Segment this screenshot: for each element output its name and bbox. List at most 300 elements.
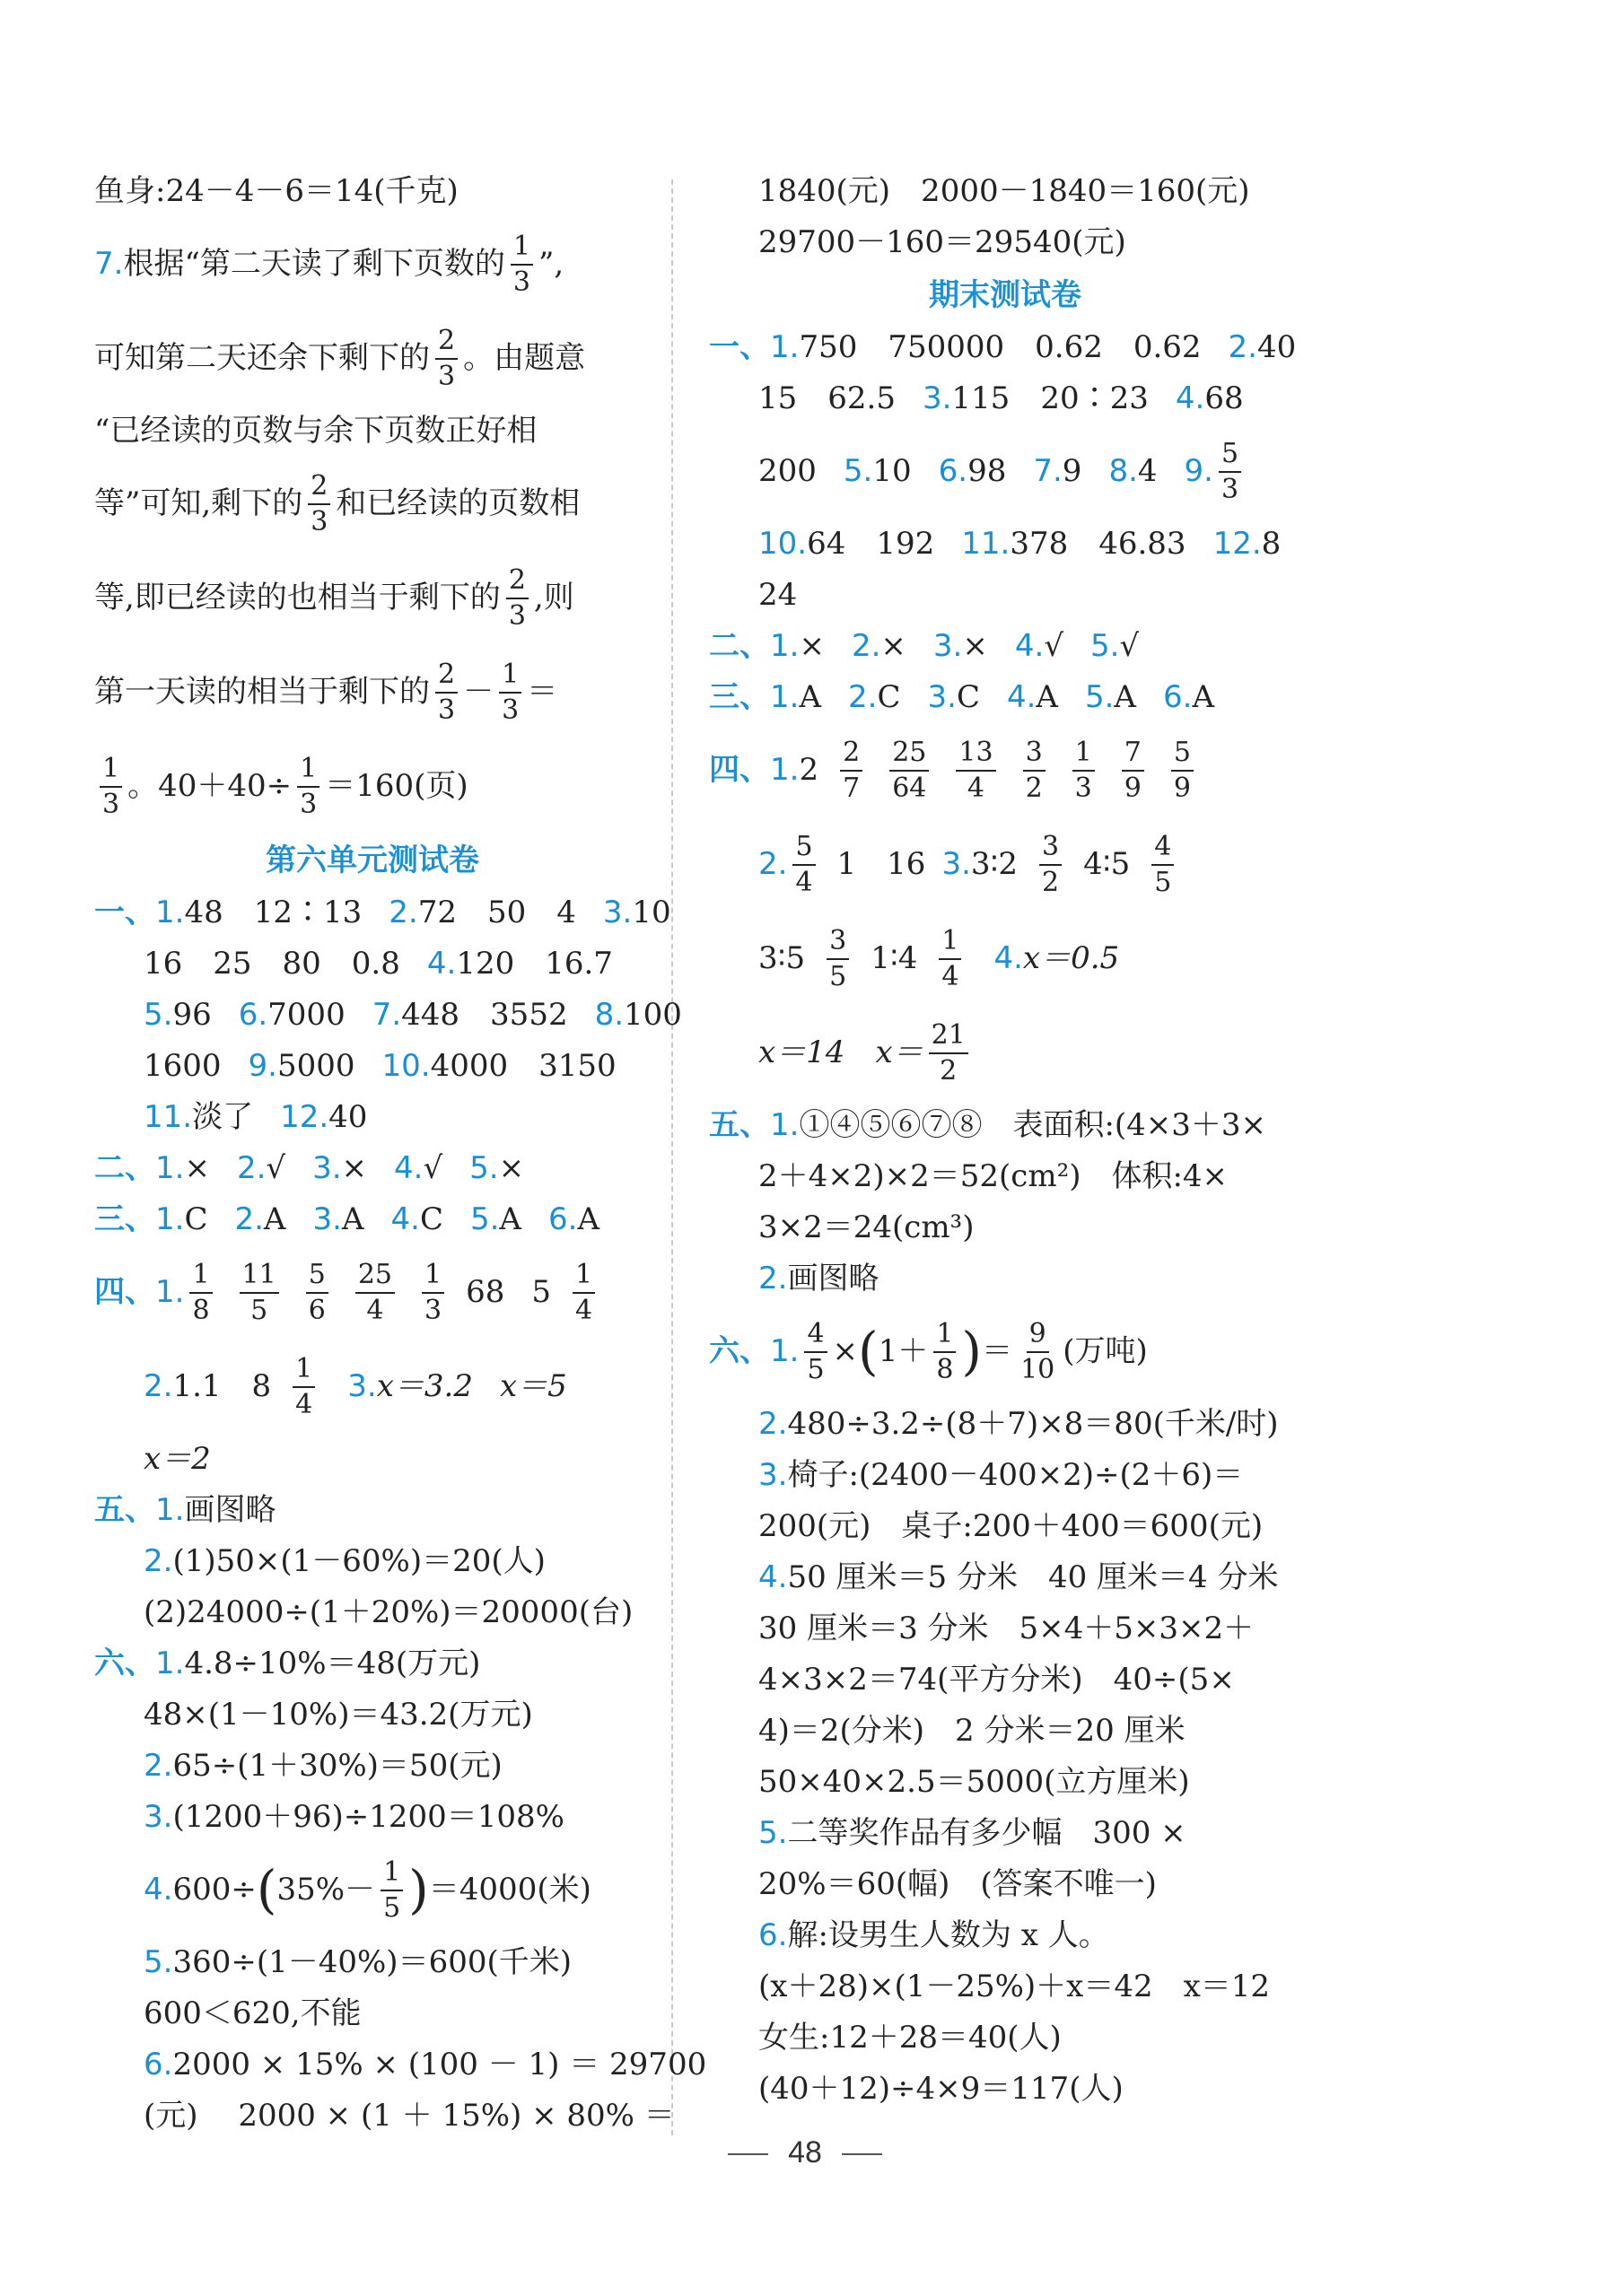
r-s6-row12 [709, 1910, 1301, 1961]
item-number: 4. [394, 1150, 424, 1186]
l-s6-row5: 4. 600÷ ( 35%－ $\frac{1}{5}$ ) ＝4000(米) [144, 1855, 591, 1924]
answer: 画图略 [787, 1261, 879, 1296]
answer: 16 25 80 0.8 [144, 946, 400, 982]
section-marker: 一、 [94, 895, 155, 930]
answer: 1 16 [836, 846, 926, 882]
item-number: 1. [770, 329, 800, 365]
fraction-denominator: 9 [1173, 772, 1191, 804]
item-number: 3. [312, 1201, 342, 1237]
r-s2-row [709, 621, 1301, 672]
q7-line-d [94, 457, 651, 551]
item-number: 2. [144, 1368, 173, 1404]
answer: A [263, 1201, 286, 1237]
r-s6-row15: (40＋12)÷4×9＝117(人) [758, 2071, 1124, 2107]
fraction [1219, 437, 1241, 507]
answer: ＝ [982, 1333, 1013, 1369]
equals-sign: ＝ [527, 674, 558, 710]
answer: 98 [967, 453, 1007, 489]
item-number: 1. [155, 1274, 185, 1310]
fraction-numerator: 1 [939, 924, 961, 960]
item-number: 5. [144, 997, 173, 1033]
answer: 96 [172, 997, 212, 1033]
l-s1-row3 [94, 990, 682, 1041]
r-s6-row4: 200(元) 桌子:200＋400＝600(元) [758, 1508, 1264, 1544]
r-s6-row3 [709, 1450, 1301, 1501]
q7-text-a-end: ”, [538, 246, 564, 282]
l-s6-row1 [94, 1638, 651, 1689]
item-number: 1. [770, 1333, 800, 1369]
fraction [511, 230, 533, 300]
fraction-denominator: 5 [1154, 866, 1172, 898]
item-number: 10. [381, 1048, 431, 1084]
answer: 1600 [144, 1048, 222, 1084]
answer: ①④⑤⑥⑦⑧ 表面积:(4×3＋3× [799, 1107, 1267, 1143]
fraction-denominator: 8 [936, 1353, 954, 1385]
answer: × [832, 1333, 859, 1369]
minus-sign: － [463, 674, 494, 710]
fraction-denominator: 8 [192, 1294, 210, 1326]
fraction [435, 658, 458, 728]
answer: 600÷ [172, 1872, 257, 1908]
fraction-denominator: 4 [295, 1388, 313, 1420]
l-s4-row3 [94, 1434, 651, 1485]
fraction-denominator: 3 [300, 788, 318, 820]
fraction [956, 736, 995, 806]
fraction [840, 736, 862, 806]
item-number: 4. [1014, 628, 1045, 664]
fraction [1039, 830, 1062, 900]
fraction-denominator: 2 [1042, 866, 1060, 898]
q7-number: 7. [94, 246, 124, 282]
l-s6-row7: 600＜620,不能 [144, 1995, 362, 2031]
l-s3-row [94, 1194, 651, 1245]
fraction-numerator: 21 [929, 1018, 968, 1054]
r-s6-row14: 女生:12＋28＝40(人) [758, 2020, 1062, 2056]
answer: 10 [872, 453, 912, 489]
r-s6-row8: 4)＝2(分米) 2 分米＝20 厘米 [758, 1713, 1186, 1749]
q7-text-e-end: ,则 [533, 580, 574, 615]
item-number: 4. [993, 940, 1023, 976]
fraction [1072, 736, 1095, 806]
item-number: 1. [155, 1646, 185, 1681]
answer: 448 3552 [401, 997, 568, 1033]
fraction-numerator: 2 [435, 658, 458, 694]
answer: 5 [531, 1274, 552, 1310]
fraction-denominator: 4 [575, 1294, 593, 1326]
q7-line-b [94, 311, 651, 406]
l-s6-row9: (元) 2000 × (1 ＋ 15%) × 80% ＝ [144, 2098, 675, 2134]
fraction [1018, 1317, 1057, 1387]
section-marker: 六、 [709, 1333, 770, 1369]
item-number: 5. [1089, 628, 1120, 664]
answer: 1.1 8 [172, 1368, 272, 1404]
item-number: 1. [770, 752, 800, 788]
item-number: 1. [155, 1201, 185, 1237]
fraction-denominator: 2 [940, 1054, 958, 1087]
r-s6-row5 [709, 1552, 1301, 1603]
fraction-denominator: 5 [807, 1353, 825, 1385]
r-s1-row4 [709, 519, 1301, 570]
q7-text-b: 可知第二天还余下剩下的 [94, 340, 430, 376]
fraction-denominator: 3 [311, 505, 328, 537]
r-s6-row13: (x＋28)×(1－25%)＋x＝42 x＝12 [758, 1969, 1271, 2004]
l-s1-row5 [94, 1092, 651, 1143]
item-number: 3. [927, 679, 957, 715]
fraction-denominator: 3 [438, 694, 456, 726]
answer: 4∶5 [1083, 846, 1131, 882]
item-number: 5. [469, 1150, 499, 1186]
fraction [827, 924, 849, 994]
answer: (2)24000÷(1＋20%)＝20000(台) [144, 1594, 634, 1630]
r-s6-row7: 4×3×2＝74(平方分米) 40÷(5× [758, 1662, 1235, 1698]
answer: C [419, 1201, 443, 1237]
answer: 65÷(1＋30%)＝50(元) [172, 1748, 503, 1784]
fraction-denominator: 64 [892, 772, 927, 804]
item-number: 4. [426, 946, 457, 982]
answer: × [341, 1150, 368, 1186]
item-number: 6. [938, 453, 968, 489]
item-number: 2. [236, 1150, 267, 1186]
fraction [929, 1018, 968, 1088]
fraction [306, 1258, 328, 1328]
item-number: 2. [1228, 329, 1257, 365]
item-number: 2. [758, 1261, 788, 1296]
final-exam-title: 期末测试卷 [929, 277, 1081, 313]
l-s4-row1 [94, 1245, 651, 1340]
fraction-numerator: 25 [355, 1258, 395, 1294]
fraction-denominator: 3 [424, 1294, 442, 1326]
answer: A [341, 1201, 364, 1237]
fraction [499, 658, 521, 728]
fraction-denominator: 5 [829, 960, 847, 992]
r-s4-row2 [709, 817, 1301, 912]
fraction [435, 324, 458, 394]
answer: A [577, 1201, 599, 1237]
item-number: 11. [961, 526, 1011, 562]
section-marker: 四、 [709, 752, 770, 788]
item-number: 8. [594, 997, 625, 1033]
fraction-denominator: 9 [1124, 772, 1142, 804]
item-number: 6. [1162, 679, 1193, 715]
fraction [308, 469, 330, 539]
answer: × [799, 628, 825, 664]
fraction-numerator: 1 [297, 752, 319, 788]
answer: 解:设男生人数为 x 人。 [787, 1917, 1109, 1953]
fraction-numerator: 2 [435, 324, 458, 360]
answer: 48 12∶13 [184, 895, 363, 930]
r-s5-row1 [709, 1100, 1301, 1151]
fraction-numerator: 1 [573, 1258, 595, 1294]
answer: 64 192 [807, 526, 935, 562]
item-number: 6. [238, 997, 268, 1033]
answer: √ [423, 1150, 443, 1186]
r-s1-row2 [709, 373, 1301, 424]
section-marker: 二、 [94, 1150, 155, 1186]
l-s6-row3 [94, 1741, 651, 1792]
fraction [1023, 736, 1046, 806]
item-number: 5. [469, 1201, 500, 1237]
r-line-1: 1840(元) 2000－1840＝160(元) [758, 173, 1250, 209]
fraction-denominator: 3 [438, 360, 456, 392]
r-s4-row3 [709, 912, 1301, 1006]
unit6-title: 第六单元测试卷 [266, 842, 479, 878]
q7-line-e [94, 551, 651, 645]
fraction [297, 752, 319, 822]
r-s6-row11: 20%＝60(幅) (答案不唯一) [758, 1866, 1157, 1902]
item-number: 9. [248, 1048, 277, 1084]
item-number: 1. [770, 679, 800, 715]
fraction [573, 1258, 595, 1328]
answer: √ [266, 1150, 286, 1186]
item-number: 3. [758, 1457, 788, 1493]
item-number: 3. [347, 1368, 377, 1404]
q7-text-e: 等,即已经读的也相当于剩下的 [94, 580, 501, 615]
answer: A [1036, 679, 1058, 715]
fraction-numerator: 5 [792, 830, 815, 866]
column-divider [671, 179, 673, 2135]
fraction-numerator: 7 [1122, 736, 1144, 772]
fraction-numerator: 11 [240, 1258, 279, 1294]
fraction [1171, 736, 1194, 806]
fraction-numerator: 13 [956, 736, 995, 772]
answer: × [880, 628, 906, 664]
fraction [939, 924, 961, 994]
item-number: 8. [1108, 453, 1138, 489]
l-s6-row6 [94, 1937, 651, 1988]
answer: C [877, 679, 901, 715]
section-marker: 五、 [709, 1107, 770, 1143]
l-s1-row4 [94, 1041, 651, 1092]
q7-text-d-end: 和已经读的页数相 [336, 485, 581, 521]
answer: 4.8÷10%＝48(万元) [184, 1646, 481, 1681]
fraction-denominator: 4 [941, 960, 959, 992]
item-number: 6. [758, 1917, 788, 1953]
fraction-numerator: 3 [827, 924, 849, 960]
l-s5-row1 [94, 1485, 651, 1536]
fraction-numerator: 1 [293, 1352, 315, 1388]
q7-line-a [94, 217, 651, 311]
r-s6-row2 [709, 1399, 1301, 1450]
answer: × [498, 1150, 525, 1186]
answer: ＝4000(米) [428, 1872, 591, 1908]
left-column [94, 166, 707, 2142]
fraction [792, 830, 815, 900]
fraction-denominator: 3 [502, 694, 520, 726]
answer: 二等奖作品有多少幅 300 × [787, 1815, 1186, 1851]
answer: 3∶2 [970, 846, 1019, 882]
item-number: 3. [312, 1150, 342, 1186]
fraction [1151, 830, 1174, 900]
fraction-numerator: 1 [100, 752, 122, 788]
fraction-denominator: 4 [366, 1294, 384, 1326]
r-s5-row4 [709, 1253, 1301, 1305]
l-s1-row1 [94, 887, 671, 938]
r-s6-row9: 50×40×2.5＝5000(立方厘米) [758, 1764, 1190, 1800]
answer: 50 厘米＝5 分米 40 厘米＝4 分米 [787, 1559, 1279, 1595]
r-s5-row3: 3×2＝24(cm³) [758, 1209, 975, 1245]
answer: 115 20∶23 [951, 380, 1149, 416]
page-number-dash-right [842, 2153, 882, 2155]
answer: 4000 3150 [430, 1048, 617, 1084]
item-number: 12. [1212, 526, 1262, 562]
r-s6-row10 [709, 1808, 1301, 1859]
item-number: 2. [144, 1748, 173, 1784]
q7-text-g-end: ＝160(页) [325, 768, 468, 804]
answer: 360÷(1－40%)＝600(千米) [172, 1944, 572, 1980]
item-number: 1. [770, 628, 800, 664]
fraction-denominator: 5 [250, 1294, 268, 1326]
answer: 2000 × 15% × (100 － 1) ＝ 29700 [172, 2047, 707, 2082]
fraction-denominator: 7 [843, 772, 861, 804]
section-marker: 三、 [709, 679, 770, 715]
l-s4-row2 [94, 1340, 651, 1434]
fraction-numerator: 3 [1039, 830, 1062, 866]
fraction-denominator: 10 [1020, 1353, 1055, 1385]
answer: × [184, 1150, 210, 1186]
answer: 100 [624, 997, 682, 1033]
q7-text-d: 等”可知,剩下的 [94, 485, 303, 521]
item-number: 2. [389, 895, 418, 930]
r-s6-row1: 六、 1. $\frac{4}{5}$ × ( 1＋ $\frac{1}{8}$ ) ＝ $\frac{9}{10}$ (万吨) [709, 1317, 1148, 1385]
answer: 40 [328, 1099, 368, 1135]
page-number [0, 2135, 1610, 2170]
r-s1-row1 [709, 322, 1301, 373]
equation: x＝3.2 [376, 1368, 473, 1404]
answer: √ [1044, 628, 1063, 664]
answer: 画图略 [184, 1492, 276, 1528]
fraction-numerator: 2 [506, 563, 529, 599]
item-number: 1. [770, 1107, 800, 1143]
item-number: 5. [758, 1815, 788, 1851]
l-s5-row3 [94, 1587, 651, 1638]
answer: 3∶5 [758, 940, 806, 976]
section-marker: 三、 [94, 1201, 155, 1237]
r-s4-row4 [709, 1006, 1301, 1100]
item-number: 4. [1175, 380, 1205, 416]
section-marker: 二、 [709, 628, 770, 664]
answer: 35%－ [276, 1872, 376, 1908]
fraction-denominator: 3 [102, 788, 120, 820]
fraction-numerator: 5 [1219, 437, 1241, 473]
fraction [422, 1258, 444, 1328]
page-number-dash-left [728, 2153, 768, 2155]
l-s6-row8 [94, 2039, 707, 2091]
q7-line-g [94, 739, 651, 834]
item-number: 11. [144, 1099, 193, 1135]
q7-text-f: 第一天读的相当于剩下的 [94, 674, 430, 710]
fraction-numerator: 1 [933, 1317, 956, 1353]
fraction-denominator: 3 [512, 266, 530, 298]
fraction [240, 1258, 279, 1328]
item-number: 3. [144, 1799, 173, 1835]
answer: 1∶4 [871, 940, 918, 976]
item-number: 1. [155, 895, 185, 930]
answer: 72 50 4 [417, 895, 576, 930]
fraction-denominator: 2 [1025, 772, 1043, 804]
answer: 120 16.7 [456, 946, 613, 982]
fraction-denominator: 3 [1074, 772, 1092, 804]
right-column [709, 166, 1301, 2115]
fish-body-line: 鱼身:24－4－6＝14(千克) [94, 173, 459, 209]
item-number: 2. [234, 1201, 264, 1237]
answer: C [956, 679, 980, 715]
fraction [506, 563, 529, 633]
item-number: 2. [144, 1543, 173, 1579]
page-number-text: 48 [788, 2135, 822, 2169]
item-number: 3. [922, 380, 952, 416]
r-line-2: 29700－160＝29540(元) [758, 224, 1126, 260]
answer: 378 46.83 [1010, 526, 1186, 562]
fraction-denominator: 6 [308, 1294, 326, 1326]
answer: A [1114, 679, 1136, 715]
item-number: 5. [1084, 679, 1115, 715]
fraction-numerator: 2 [840, 736, 862, 772]
item-number: 4. [1006, 679, 1037, 715]
item-number: 5. [843, 453, 873, 489]
r-s3-row [709, 672, 1301, 723]
r-s6-row6: 30 厘米＝3 分米 5×4＋5×3×2＋ [758, 1611, 1255, 1646]
answer: 4 [1137, 453, 1158, 489]
l-s6-row4 [94, 1792, 651, 1843]
answer: 68 [466, 1274, 505, 1310]
item-number: 1. [155, 1492, 185, 1528]
fraction-numerator: 2 [308, 469, 330, 505]
answer: 200 [758, 453, 817, 489]
answer: (1200＋96)÷1200＝108% [172, 1799, 564, 1835]
fraction-numerator: 1 [1072, 736, 1095, 772]
l-s5-row2 [94, 1536, 651, 1587]
answer: A [1192, 679, 1214, 715]
fraction-denominator: 4 [967, 772, 985, 804]
answer: 8 [1261, 526, 1282, 562]
fraction-numerator: 1 [422, 1258, 444, 1294]
fraction-numerator: 4 [804, 1317, 827, 1353]
fraction-denominator: 5 [383, 1891, 401, 1924]
fraction-numerator: 4 [1151, 830, 1174, 866]
r-s1-row3 [709, 424, 1301, 519]
answer: 5000 [276, 1048, 355, 1084]
item-number: 7. [372, 997, 402, 1033]
q7-text-g-mid: 。40＋40÷ [127, 768, 293, 804]
r-s5-row2: 2＋4×2)×2＝52(cm²) 体积:4× [758, 1158, 1229, 1194]
answer: C [184, 1201, 208, 1237]
item-number: 6. [547, 1201, 578, 1237]
fraction [1122, 736, 1144, 806]
section-marker: 四、 [94, 1274, 155, 1310]
answer: 2 [799, 752, 819, 788]
fraction-numerator: 25 [889, 736, 929, 772]
fraction [355, 1258, 395, 1328]
q7-text-b-end: 。由题意 [463, 340, 586, 376]
q7-line-f [94, 645, 651, 739]
answer: 椅子:(2400－400×2)÷(2＋6)＝ [787, 1457, 1244, 1493]
item-number: 7. [1033, 453, 1063, 489]
answer: × [962, 628, 988, 664]
fraction [100, 752, 122, 822]
answer: (万吨) [1063, 1333, 1148, 1369]
fraction-denominator: 4 [795, 866, 813, 898]
answer: 15 62.5 [758, 380, 896, 416]
answer: 1＋ [878, 1333, 929, 1369]
equation: x＝5 [499, 1368, 567, 1404]
section-marker: 六、 [94, 1646, 155, 1681]
q7-text-a: 根据“第二天读了剩下页数的 [123, 246, 505, 282]
item-number: 9. [1184, 453, 1213, 489]
item-number: 4. [758, 1559, 788, 1595]
answer: 9 [1062, 453, 1082, 489]
r-s4-row1 [709, 723, 1301, 817]
item-number: 2. [848, 679, 878, 715]
